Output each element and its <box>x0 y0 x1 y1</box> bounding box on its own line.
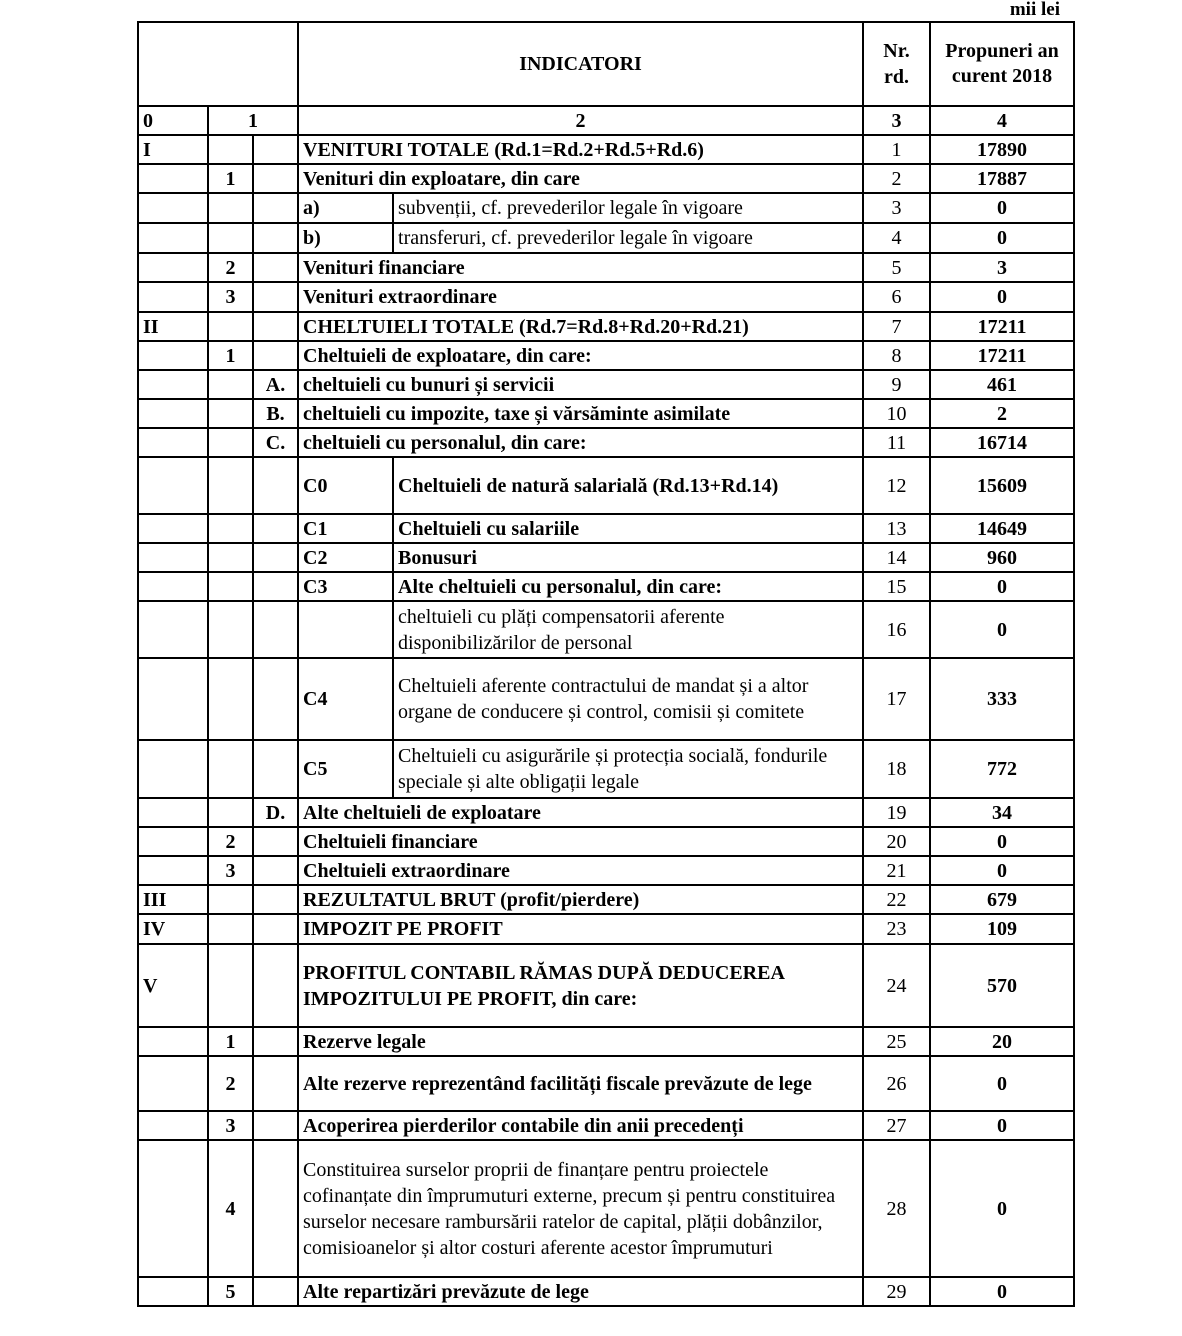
indicator-cell: Alte rezerve reprezentând facilități fiscale prevăzute de lege <box>298 1056 863 1111</box>
number-cell: 3 <box>208 856 253 885</box>
letter-cell <box>253 914 298 944</box>
table-row <box>138 370 1074 399</box>
roman-cell <box>138 856 208 885</box>
header-row-no: Nr. rd. <box>863 22 930 106</box>
row-number-cell: 5 <box>863 253 930 282</box>
value-cell: 3 <box>930 253 1074 282</box>
letter-cell <box>253 312 298 341</box>
header-proposal: Propuneri an curent 2018 <box>930 22 1074 106</box>
roman-cell: I <box>138 135 208 164</box>
indicator-cell: Venituri financiare <box>298 253 863 282</box>
indicator-cell: Venituri extraordinare <box>298 282 863 312</box>
header-row <box>138 22 1074 106</box>
table-row <box>138 428 1074 457</box>
table-row <box>138 193 1074 223</box>
table-row <box>138 399 1074 428</box>
budget-table <box>137 21 1075 1307</box>
row-number-cell: 7 <box>863 312 930 341</box>
roman-cell: III <box>138 885 208 914</box>
value-cell: 772 <box>930 740 1074 798</box>
value-cell: 20 <box>930 1027 1074 1056</box>
roman-cell <box>138 827 208 856</box>
row-number-cell: 23 <box>863 914 930 944</box>
number-cell <box>208 740 253 798</box>
value-cell: 0 <box>930 193 1074 223</box>
roman-cell <box>138 1140 208 1277</box>
row-number-cell: 15 <box>863 572 930 601</box>
table-row <box>138 223 1074 253</box>
header-indicators: INDICATORI <box>298 22 863 106</box>
row-number-cell: 16 <box>863 601 930 658</box>
roman-cell <box>138 514 208 543</box>
letter-cell <box>253 1277 298 1306</box>
indicator-cell: cheltuieli cu personalul, din care: <box>298 428 863 457</box>
row-number-cell: 14 <box>863 543 930 572</box>
table-row <box>138 341 1074 370</box>
letter-cell <box>253 164 298 193</box>
row-number-cell: 22 <box>863 885 930 914</box>
table-row <box>138 601 1074 658</box>
number-cell: 2 <box>208 827 253 856</box>
indicator-cell: VENITURI TOTALE (Rd.1=Rd.2+Rd.5+Rd.6) <box>298 135 863 164</box>
row-number-cell: 8 <box>863 341 930 370</box>
letter-cell <box>253 856 298 885</box>
value-cell: 0 <box>930 827 1074 856</box>
table-row <box>138 164 1074 193</box>
sub-label-cell: b) <box>298 223 393 253</box>
table-row <box>138 914 1074 944</box>
table-row <box>138 135 1074 164</box>
indicator-cell: Venituri din exploatare, din care <box>298 164 863 193</box>
col-num-4: 4 <box>930 106 1074 135</box>
letter-cell: B. <box>253 399 298 428</box>
letter-cell <box>253 827 298 856</box>
indicator-cell: REZULTATUL BRUT (profit/pierdere) <box>298 885 863 914</box>
letter-cell <box>253 1140 298 1277</box>
row-number-cell: 24 <box>863 944 930 1027</box>
roman-cell <box>138 572 208 601</box>
letter-cell: A. <box>253 370 298 399</box>
value-cell: 0 <box>930 1277 1074 1306</box>
roman-cell: V <box>138 944 208 1027</box>
row-number-cell: 13 <box>863 514 930 543</box>
number-cell: 1 <box>208 341 253 370</box>
number-cell: 4 <box>208 1140 253 1277</box>
row-number-cell: 29 <box>863 1277 930 1306</box>
row-number-cell: 18 <box>863 740 930 798</box>
table-row <box>138 572 1074 601</box>
letter-cell <box>253 193 298 223</box>
table-row <box>138 253 1074 282</box>
indicator-cell: Cheltuieli cu asigurările și protecția socială, fondurile speciale și alte obligații legale <box>393 740 863 798</box>
indicator-cell: cheltuieli cu impozite, taxe și vărsăminte asimilate <box>298 399 863 428</box>
value-cell: 17890 <box>930 135 1074 164</box>
value-cell: 570 <box>930 944 1074 1027</box>
row-number-cell: 19 <box>863 798 930 827</box>
number-cell <box>208 399 253 428</box>
number-cell: 3 <box>208 282 253 312</box>
number-cell <box>208 601 253 658</box>
indicator-cell: Cheltuieli aferente contractului de mandat și a altor organe de conducere și control, comisii și comitete <box>393 658 863 740</box>
value-cell: 15609 <box>930 457 1074 514</box>
indicator-cell: Alte cheltuieli de exploatare <box>298 798 863 827</box>
sub-label-cell: C3 <box>298 572 393 601</box>
indicator-cell: PROFITUL CONTABIL RĂMAS DUPĂ DEDUCEREA IMPOZITULUI PE PROFIT, din care: <box>298 944 863 1027</box>
indicator-cell: CHELTUIELI TOTALE (Rd.7=Rd.8+Rd.20+Rd.21) <box>298 312 863 341</box>
letter-cell <box>253 601 298 658</box>
roman-cell <box>138 658 208 740</box>
number-cell <box>208 428 253 457</box>
number-cell <box>208 223 253 253</box>
sub-label-cell: C1 <box>298 514 393 543</box>
value-cell: 34 <box>930 798 1074 827</box>
table-row <box>138 457 1074 514</box>
row-number-cell: 2 <box>863 164 930 193</box>
value-cell: 2 <box>930 399 1074 428</box>
roman-cell <box>138 1111 208 1140</box>
value-cell: 461 <box>930 370 1074 399</box>
sub-label-cell: C4 <box>298 658 393 740</box>
roman-cell: II <box>138 312 208 341</box>
number-cell: 2 <box>208 1056 253 1111</box>
value-cell: 0 <box>930 572 1074 601</box>
number-cell <box>208 572 253 601</box>
letter-cell <box>253 282 298 312</box>
indicator-cell: cheltuieli cu plăți compensatorii aferente disponibilizărilor de personal <box>393 601 863 658</box>
col-num-1: 1 <box>208 106 298 135</box>
value-cell: 0 <box>930 1056 1074 1111</box>
letter-cell <box>253 543 298 572</box>
table-row <box>138 1140 1074 1277</box>
letter-cell: C. <box>253 428 298 457</box>
col-num-2: 2 <box>298 106 863 135</box>
number-cell: 2 <box>208 253 253 282</box>
number-cell <box>208 885 253 914</box>
letter-cell <box>253 885 298 914</box>
number-cell <box>208 658 253 740</box>
indicator-cell: Cheltuieli cu salariile <box>393 514 863 543</box>
table-row <box>138 1027 1074 1056</box>
row-number-cell: 10 <box>863 399 930 428</box>
number-cell <box>208 914 253 944</box>
roman-cell <box>138 740 208 798</box>
indicator-cell: subvenții, cf. prevederilor legale în vigoare <box>393 193 863 223</box>
letter-cell <box>253 572 298 601</box>
indicator-cell: Cheltuieli de natură salarială (Rd.13+Rd.14) <box>393 457 863 514</box>
letter-cell <box>253 341 298 370</box>
roman-cell <box>138 341 208 370</box>
table-row <box>138 885 1074 914</box>
roman-cell <box>138 457 208 514</box>
table-row <box>138 514 1074 543</box>
number-cell <box>208 135 253 164</box>
roman-cell <box>138 1056 208 1111</box>
sub-label-cell: a) <box>298 193 393 223</box>
table-row <box>138 1111 1074 1140</box>
unit-label: mii lei <box>1009 0 1060 20</box>
table-row <box>138 1056 1074 1111</box>
number-cell <box>208 312 253 341</box>
indicator-cell: Rezerve legale <box>298 1027 863 1056</box>
indicator-cell: cheltuieli cu bunuri și servicii <box>298 370 863 399</box>
value-cell: 0 <box>930 282 1074 312</box>
col-num-3: 3 <box>863 106 930 135</box>
roman-cell <box>138 399 208 428</box>
value-cell: 17887 <box>930 164 1074 193</box>
table-row <box>138 543 1074 572</box>
roman-cell <box>138 164 208 193</box>
row-number-cell: 3 <box>863 193 930 223</box>
value-cell: 0 <box>930 223 1074 253</box>
value-cell: 0 <box>930 856 1074 885</box>
roman-cell <box>138 428 208 457</box>
letter-cell: D. <box>253 798 298 827</box>
row-number-cell: 27 <box>863 1111 930 1140</box>
table-row <box>138 740 1074 798</box>
roman-cell: IV <box>138 914 208 944</box>
letter-cell <box>253 514 298 543</box>
roman-cell <box>138 1027 208 1056</box>
row-number-cell: 28 <box>863 1140 930 1277</box>
letter-cell <box>253 457 298 514</box>
indicator-cell: Cheltuieli de exploatare, din care: <box>298 341 863 370</box>
table-row <box>138 658 1074 740</box>
row-number-cell: 11 <box>863 428 930 457</box>
col-num-0: 0 <box>138 106 208 135</box>
letter-cell <box>253 253 298 282</box>
letter-cell <box>253 223 298 253</box>
value-cell: 17211 <box>930 341 1074 370</box>
value-cell: 0 <box>930 1140 1074 1277</box>
row-number-cell: 26 <box>863 1056 930 1111</box>
sub-label-cell: C0 <box>298 457 393 514</box>
number-cell: 1 <box>208 164 253 193</box>
number-cell: 5 <box>208 1277 253 1306</box>
number-cell <box>208 514 253 543</box>
value-cell: 333 <box>930 658 1074 740</box>
row-number-cell: 4 <box>863 223 930 253</box>
indicator-cell: Constituirea surselor proprii de finanțare pentru proiectele cofinanțate din împrumuturi externe, precum și pentru constituirea surselor necesare rambursării ratelor de capital, plății dobânzilor, comisioanelor și altor costuri aferente acestor împrumuturi <box>298 1140 863 1277</box>
roman-cell <box>138 253 208 282</box>
roman-cell <box>138 798 208 827</box>
letter-cell <box>253 135 298 164</box>
indicator-cell: Cheltuieli financiare <box>298 827 863 856</box>
value-cell: 0 <box>930 1111 1074 1140</box>
letter-cell <box>253 658 298 740</box>
roman-cell <box>138 282 208 312</box>
indicator-cell: Cheltuieli extraordinare <box>298 856 863 885</box>
indicator-cell: Alte cheltuieli cu personalul, din care: <box>393 572 863 601</box>
table-row <box>138 856 1074 885</box>
table-row <box>138 1277 1074 1306</box>
indicator-cell: IMPOZIT PE PROFIT <box>298 914 863 944</box>
row-number-cell: 6 <box>863 282 930 312</box>
number-cell <box>208 370 253 399</box>
letter-cell <box>253 1056 298 1111</box>
sub-label-cell: C2 <box>298 543 393 572</box>
number-cell: 3 <box>208 1111 253 1140</box>
table-row <box>138 282 1074 312</box>
indicator-cell: Acoperirea pierderilor contabile din anii precedenți <box>298 1111 863 1140</box>
roman-cell <box>138 543 208 572</box>
value-cell: 0 <box>930 601 1074 658</box>
letter-cell <box>253 1027 298 1056</box>
row-number-cell: 12 <box>863 457 930 514</box>
letter-cell <box>253 740 298 798</box>
roman-cell <box>138 601 208 658</box>
sub-label-cell <box>298 601 393 658</box>
letter-cell <box>253 944 298 1027</box>
roman-cell <box>138 370 208 399</box>
row-number-cell: 21 <box>863 856 930 885</box>
value-cell: 109 <box>930 914 1074 944</box>
letter-cell <box>253 1111 298 1140</box>
indicator-cell: Alte repartizări prevăzute de lege <box>298 1277 863 1306</box>
value-cell: 14649 <box>930 514 1074 543</box>
sub-label-cell: C5 <box>298 740 393 798</box>
indicator-cell: transferuri, cf. prevederilor legale în vigoare <box>393 223 863 253</box>
row-number-cell: 1 <box>863 135 930 164</box>
number-cell <box>208 944 253 1027</box>
roman-cell <box>138 223 208 253</box>
row-number-cell: 9 <box>863 370 930 399</box>
number-cell <box>208 457 253 514</box>
value-cell: 679 <box>930 885 1074 914</box>
value-cell: 960 <box>930 543 1074 572</box>
row-number-cell: 17 <box>863 658 930 740</box>
row-number-cell: 25 <box>863 1027 930 1056</box>
table-row <box>138 798 1074 827</box>
indicator-cell: Bonusuri <box>393 543 863 572</box>
table-row <box>138 312 1074 341</box>
table-row <box>138 827 1074 856</box>
number-cell: 1 <box>208 1027 253 1056</box>
value-cell: 17211 <box>930 312 1074 341</box>
column-number-row <box>138 106 1074 135</box>
table-row <box>138 944 1074 1027</box>
value-cell: 16714 <box>930 428 1074 457</box>
number-cell <box>208 798 253 827</box>
roman-cell <box>138 1277 208 1306</box>
row-number-cell: 20 <box>863 827 930 856</box>
number-cell <box>208 193 253 223</box>
roman-cell <box>138 193 208 223</box>
number-cell <box>208 543 253 572</box>
